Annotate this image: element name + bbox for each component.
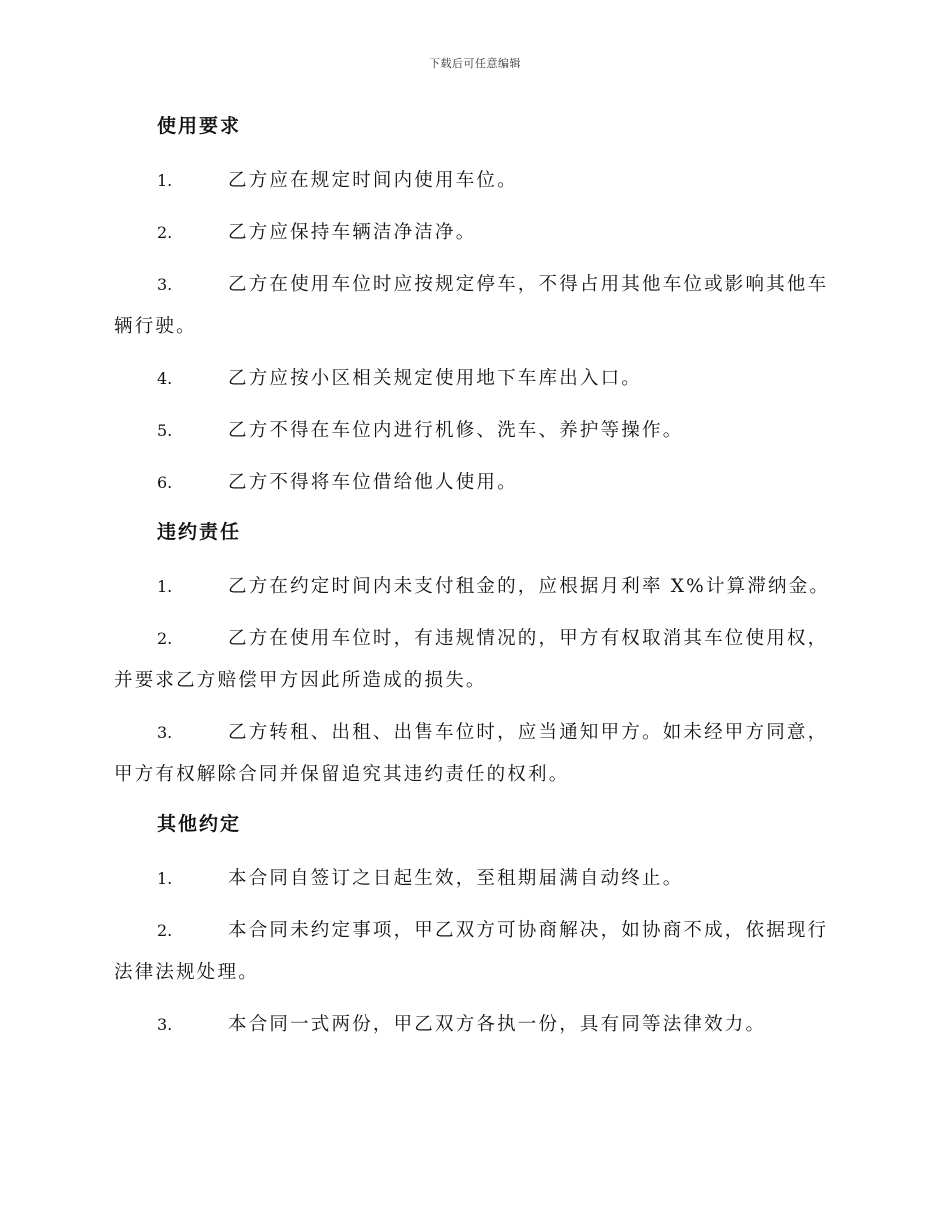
item-text: 乙方在使用车位时应按规定停车，不得占用其他车位或影响其他车辆行驶。	[114, 274, 829, 337]
item-number: 3.	[157, 723, 173, 742]
section-other-provisions	[114, 806, 834, 1046]
item-text: 乙方不得在车位内进行机修、洗车、养护等操作。	[228, 420, 684, 441]
item-text: 本合同一式两份，甲乙双方各执一份，具有同等法律效力。	[228, 1014, 767, 1035]
item-text: 本合同未约定事项，甲乙双方可协商解决，如协商不成，依据现行法律法规处理。	[114, 920, 829, 983]
list-item	[114, 358, 834, 400]
item-number: 2.	[157, 921, 173, 940]
section-title: 违约责任	[157, 521, 242, 543]
list-item	[114, 712, 834, 796]
item-text: 乙方应在规定时间内使用车位。	[228, 170, 518, 191]
item-number: 1.	[157, 869, 173, 888]
item-number: 5.	[157, 421, 173, 440]
section-title: 其他约定	[157, 813, 242, 835]
item-text: 乙方在使用车位时，有违规情况的，甲方有权取消其车位使用权，并要求乙方赔偿甲方因此所造成的损失。	[114, 628, 829, 691]
item-text: 乙方应保持车辆洁净洁净。	[228, 222, 477, 243]
item-number: 2.	[157, 629, 173, 648]
item-number: 2.	[157, 223, 173, 242]
item-number: 6.	[157, 473, 173, 492]
item-number: 3.	[157, 1015, 173, 1034]
item-text: 乙方在约定时间内未支付租金的，应根据月利率 X%计算滞纳金。	[228, 576, 831, 597]
item-text: 本合同自签订之日起生效，至租期届满自动终止。	[228, 868, 684, 889]
list-item	[114, 566, 834, 608]
item-number: 4.	[157, 369, 173, 388]
item-text: 乙方应按小区相关规定使用地下车库出入口。	[228, 368, 643, 389]
item-number: 1.	[157, 171, 173, 190]
list-item	[114, 160, 834, 202]
section-title: 使用要求	[157, 115, 242, 137]
list-item	[114, 618, 834, 702]
list-item	[114, 410, 834, 452]
document-body	[114, 108, 834, 1056]
item-number: 1.	[157, 577, 173, 596]
list-item	[114, 212, 834, 254]
item-number: 3.	[157, 275, 173, 294]
list-item	[114, 1004, 834, 1046]
list-item	[114, 858, 834, 900]
page-header: 下载后可任意编辑	[429, 57, 521, 70]
section-usage-requirements	[114, 108, 834, 504]
list-item	[114, 264, 834, 348]
list-item	[114, 910, 834, 994]
section-breach-liability	[114, 514, 834, 796]
list-item	[114, 462, 834, 504]
item-text: 乙方不得将车位借给他人使用。	[228, 472, 518, 493]
item-text: 乙方转租、出租、出售车位时，应当通知甲方。如未经甲方同意，甲方有权解除合同并保留追究其违约责任的权利。	[114, 722, 829, 785]
